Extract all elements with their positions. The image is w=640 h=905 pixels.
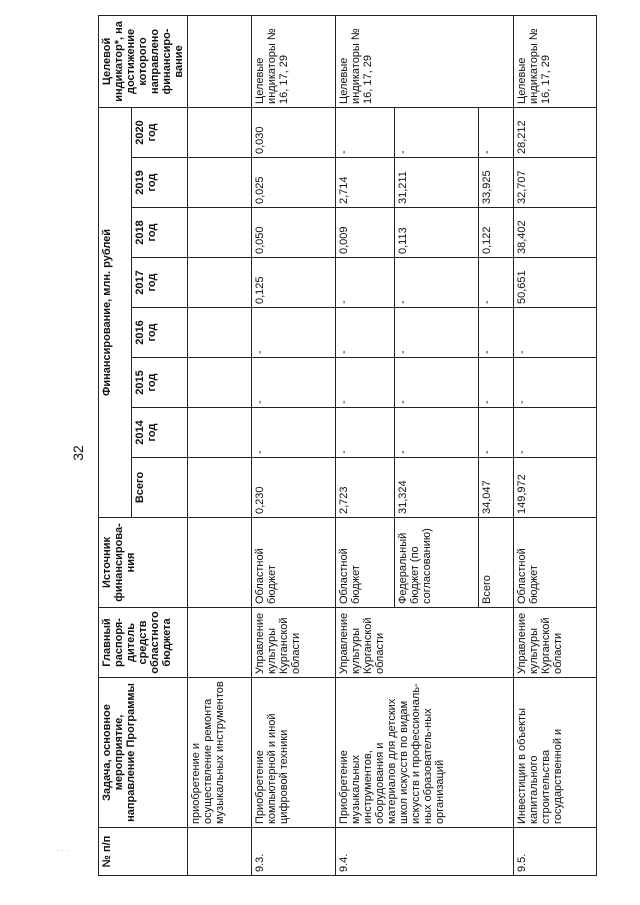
cell-target: Целевые индикаторы № 16, 17, 29 bbox=[513, 15, 596, 107]
header-task: Задача, основное мероприятие, направление Программы bbox=[99, 678, 188, 828]
cell-year: - bbox=[335, 408, 394, 458]
header-source: Источник финансирова-ния bbox=[99, 518, 188, 608]
cell-year: 0,113 bbox=[395, 208, 479, 258]
cell-year: 0,050 bbox=[252, 208, 335, 258]
cell-num: 9.3. bbox=[252, 828, 335, 876]
cell-executor bbox=[188, 608, 252, 678]
cell-year: 32,707 bbox=[513, 158, 596, 208]
cell-target: Целевые индикаторы № 16, 17, 29 bbox=[335, 15, 513, 107]
cell-year bbox=[188, 107, 252, 157]
cell-year: - bbox=[478, 408, 513, 458]
cell-year: - bbox=[252, 358, 335, 408]
cell-year bbox=[188, 158, 252, 208]
cell-year: 38,402 bbox=[513, 208, 596, 258]
table-row bbox=[335, 15, 394, 875]
cell-year: - bbox=[335, 358, 394, 408]
cell-total: 31,324 bbox=[395, 458, 479, 518]
table-row bbox=[188, 15, 252, 875]
cell-year: 0,125 bbox=[252, 258, 335, 308]
header-num: № п/п bbox=[99, 828, 188, 876]
cell-year bbox=[188, 358, 252, 408]
header-target: Целевой индикатор*, на достижение которого направлено финансиро-вание bbox=[99, 15, 188, 107]
cell-target: Целевые индикаторы № 16, 17, 29 bbox=[252, 15, 335, 107]
cell-task: Инвестиции в объекты капитального строительства государственной и bbox=[513, 678, 596, 828]
header-year: 2017 год bbox=[131, 258, 187, 308]
header-financing: Финансирование, млн. рублей bbox=[99, 107, 132, 517]
cell-year: - bbox=[252, 408, 335, 458]
header-year: 2020 год bbox=[131, 107, 187, 157]
cell-total: 34,047 bbox=[478, 458, 513, 518]
cell-year: - bbox=[395, 308, 479, 358]
cell-total bbox=[188, 458, 252, 518]
cell-source: Областной бюджет bbox=[513, 518, 596, 608]
cell-year bbox=[188, 408, 252, 458]
cell-year: - bbox=[395, 107, 479, 157]
cell-year: - bbox=[478, 308, 513, 358]
header-total: Всего bbox=[131, 458, 187, 518]
cell-year bbox=[188, 258, 252, 308]
cell-total: 2,723 bbox=[335, 458, 394, 518]
cell-num: 9.5. bbox=[513, 828, 596, 876]
cell-year: - bbox=[478, 358, 513, 408]
cell-year: - bbox=[335, 258, 394, 308]
cell-year: - bbox=[395, 258, 479, 308]
cell-executor: Управление культуры Курганской области bbox=[513, 608, 596, 678]
cell-year: - bbox=[395, 358, 479, 408]
table-row bbox=[513, 15, 596, 875]
cell-total: 149,972 bbox=[513, 458, 596, 518]
cell-year: - bbox=[513, 358, 596, 408]
cell-year: - bbox=[513, 308, 596, 358]
cell-year: - bbox=[395, 408, 479, 458]
cell-source: Всего bbox=[478, 518, 513, 608]
cell-task: Приобретение компьютерной и иной цифровой техники bbox=[252, 678, 335, 828]
cell-year: 33,925 bbox=[478, 158, 513, 208]
cell-year: 0,122 bbox=[478, 208, 513, 258]
cell-executor: Управление культуры Курганской области bbox=[252, 608, 335, 678]
header-executor: Главный распоря-дитель средств областного бюджета bbox=[99, 608, 188, 678]
cell-year: 0,030 bbox=[252, 107, 335, 157]
cell-year: - bbox=[478, 258, 513, 308]
cell-num: 9.4. bbox=[335, 828, 513, 876]
cell-task: приобретение и осуществление ремонта музыкальных инструментов bbox=[188, 678, 252, 828]
cell-total: 0,230 bbox=[252, 458, 335, 518]
header-year: 2015 год bbox=[131, 358, 187, 408]
cell-source: Областной бюджет bbox=[335, 518, 394, 608]
page-number: 32 bbox=[70, 445, 86, 461]
cell-year: - bbox=[513, 408, 596, 458]
header-year: 2019 год bbox=[131, 158, 187, 208]
cell-num bbox=[188, 828, 252, 876]
cell-year: - bbox=[478, 107, 513, 157]
cell-year: 0,009 bbox=[335, 208, 394, 258]
cell-year: 31,211 bbox=[395, 158, 479, 208]
cell-year: 28,212 bbox=[513, 107, 596, 157]
cell-task: Приобретение музыкальных инструментов, оборудования и материалов для детских школ искусств по видам искусств и профессиональ-ных образователь-ных организаций bbox=[335, 678, 513, 828]
cell-year bbox=[188, 308, 252, 358]
cell-year: - bbox=[252, 308, 335, 358]
rotated-table-wrapper bbox=[98, 16, 564, 876]
cell-target bbox=[188, 15, 252, 107]
cell-year: 50,651 bbox=[513, 258, 596, 308]
header-year: 2016 год bbox=[131, 308, 187, 358]
cell-source bbox=[188, 518, 252, 608]
cell-source: Областной бюджет bbox=[252, 518, 335, 608]
scan-specks: · · · bbox=[56, 846, 69, 855]
header-year: 2018 год bbox=[131, 208, 187, 258]
header-row-1 bbox=[99, 15, 132, 875]
cell-year bbox=[188, 208, 252, 258]
header-year: 2014 год bbox=[131, 408, 187, 458]
cell-executor: Управление культуры Курганской области bbox=[335, 608, 513, 678]
cell-year: - bbox=[335, 308, 394, 358]
financing-table bbox=[98, 15, 597, 876]
cell-year: 0,025 bbox=[252, 158, 335, 208]
cell-year: - bbox=[335, 107, 394, 157]
table-row bbox=[252, 15, 335, 875]
cell-year: 2,714 bbox=[335, 158, 394, 208]
cell-source: Федеральный бюджет (по согласованию) bbox=[395, 518, 479, 608]
